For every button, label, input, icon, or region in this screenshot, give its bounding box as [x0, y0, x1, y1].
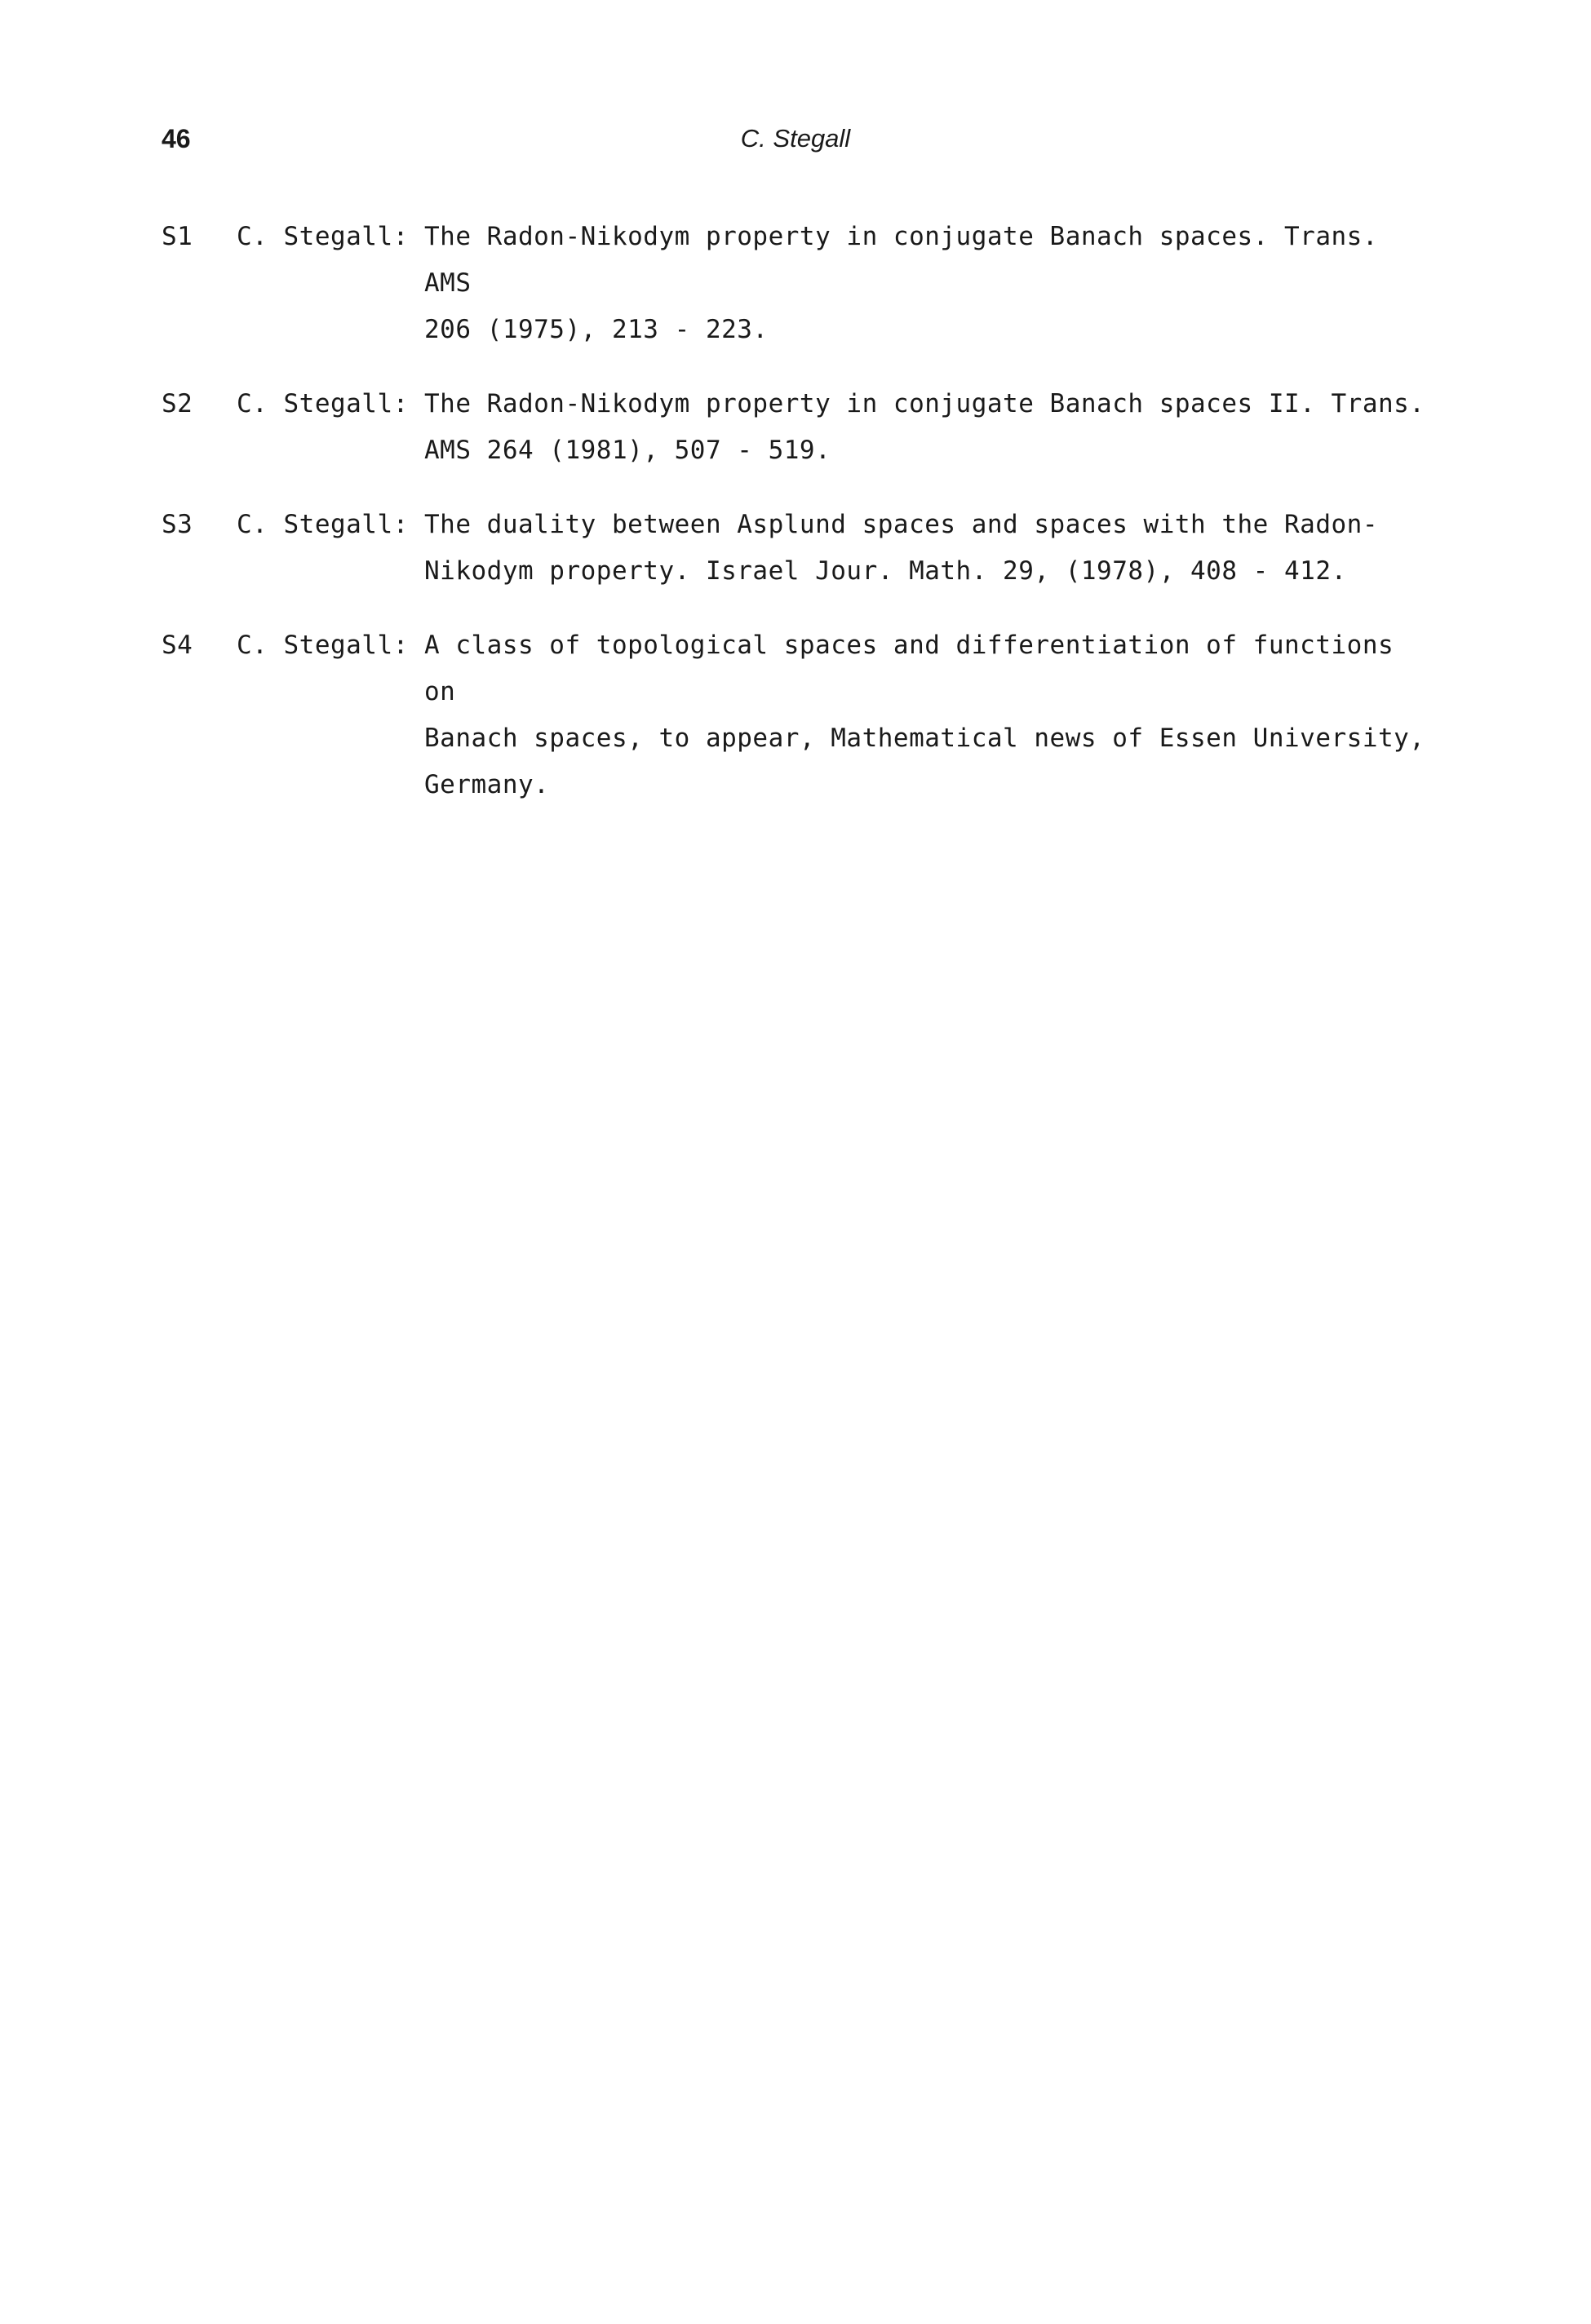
- reference-key: S4: [162, 631, 193, 660]
- reference-text: A class of topological spaces and differentiation of functions on Banach spaces, to appear, Mathematical news of Essen University, Germany.: [424, 631, 1425, 799]
- reference-author: C. Stegall:: [237, 510, 409, 539]
- running-head: C. Stegall: [740, 124, 851, 153]
- reference-key: S3: [162, 510, 193, 539]
- reference-list: [162, 214, 1434, 836]
- reference-key: S2: [162, 389, 193, 418]
- reference-key: S1: [162, 222, 193, 251]
- page-number: 46: [162, 124, 191, 153]
- reference-author: C. Stegall:: [237, 222, 409, 251]
- reference-author: C. Stegall:: [237, 631, 409, 660]
- reference-item: [162, 381, 1434, 474]
- reference-item: [162, 214, 1434, 353]
- reference-text: The Radon-Nikodym property in conjugate Banach spaces. Trans. AMS 206 (1975), 213 - 223.: [424, 222, 1378, 344]
- reference-text: The Radon-Nikodym property in conjugate Banach spaces II. Trans. AMS 264 (1981), 507 - 519.: [424, 389, 1425, 465]
- reference-item: [162, 622, 1434, 808]
- reference-item: [162, 502, 1434, 595]
- reference-author: C. Stegall:: [237, 389, 409, 418]
- reference-text: The duality between Asplund spaces and spaces with the Radon- Nikodym property. Israel Jour. Math. 29, (1978), 408 - 412.: [424, 510, 1378, 586]
